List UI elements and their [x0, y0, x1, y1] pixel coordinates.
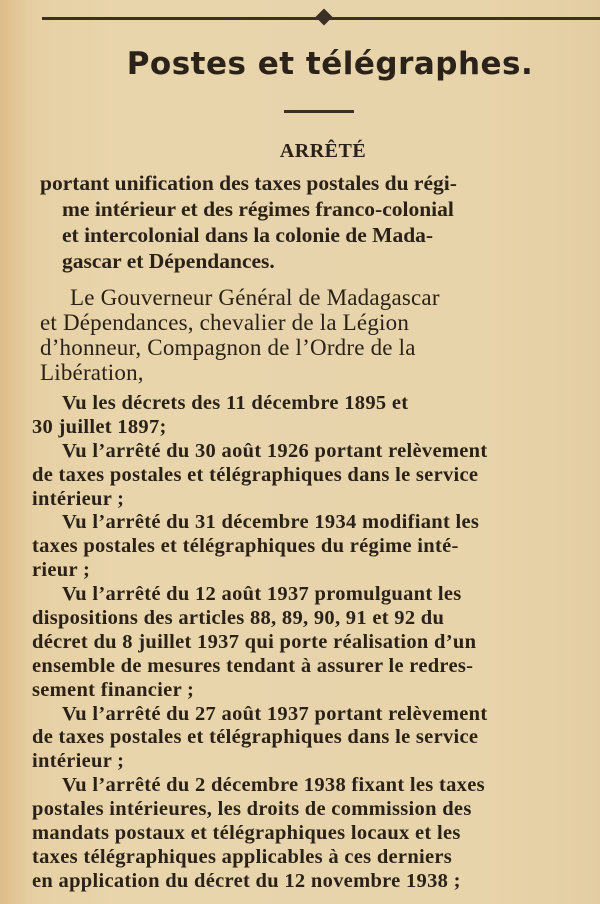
preamble-line: Le Gouverneur Général de Madagascar [70, 285, 440, 310]
body-line: intérieur ; [32, 750, 125, 773]
body-line: Vu les décrets des 11 décembre 1895 et [62, 392, 409, 414]
subtitle-line: me intérieur et des régimes franco-colonial [62, 197, 454, 221]
page-title: Postes et télégraphes. [126, 46, 534, 82]
preamble-line: et Dépendances, chevalier de la Légion [40, 310, 410, 335]
body-line: mandats postaux et télégraphiques locaux et les [32, 822, 461, 845]
body-line: de taxes postales et télégraphiques dans le service [32, 726, 479, 749]
body-line: Vu l’arrêté du 27 août 1937 portant relèvement [62, 702, 488, 725]
body-line: Vu l’arrêté du 30 août 1926 portant relèvement [62, 439, 488, 462]
body-line: Vu l’arrêté du 2 décembre 1938 fixant les taxes [62, 774, 485, 797]
body-line: Vu l’arrêté du 12 août 1937 promulguant les [62, 583, 462, 606]
body-line: sement financier ; [32, 678, 195, 701]
body-line: taxes télégraphiques applicables à ces derniers [32, 845, 453, 868]
section-label: ARRÊTÉ [279, 140, 367, 162]
considerations-body [32, 392, 487, 894]
body-line: taxes postales et télégraphiques du régime inté- [32, 535, 459, 558]
body-line: postales intérieures, les droits de commission des [32, 798, 472, 821]
body-line: rieur ; [32, 559, 91, 582]
body-line: 30 juillet 1897; [32, 415, 167, 438]
subtitle-line: portant unification des taxes postales du régi- [40, 171, 457, 195]
body-line: Vu l’arrêté du 31 décembre 1934 modifiant les [62, 511, 480, 534]
body-line: intérieur ; [32, 487, 125, 510]
subtitle-line: et intercolonial dans la colonie de Mada- [62, 223, 434, 247]
body-line: dispositions des articles 88, 89, 90, 91 et 92 du [32, 607, 445, 630]
preamble-paragraph [40, 285, 440, 385]
preamble-line: d’honneur, Compagnon de l’Ordre de la [40, 335, 416, 360]
divider-diamond-ornament [316, 9, 333, 26]
subtitle-line: gascar et Dépendances. [62, 249, 275, 273]
body-line: décret du 8 juillet 1937 qui porte réalisation d’un [32, 630, 477, 653]
body-line: ensemble de mesures tendant à assurer le redres- [32, 654, 474, 677]
body-line: en application du décret du 12 novembre 1938 ; [32, 869, 461, 892]
title-underline-rule [284, 110, 354, 113]
arrete-subtitle [40, 170, 457, 274]
body-line: de taxes postales et télégraphiques dans le service [32, 463, 479, 486]
preamble-line: Libération, [40, 360, 144, 385]
